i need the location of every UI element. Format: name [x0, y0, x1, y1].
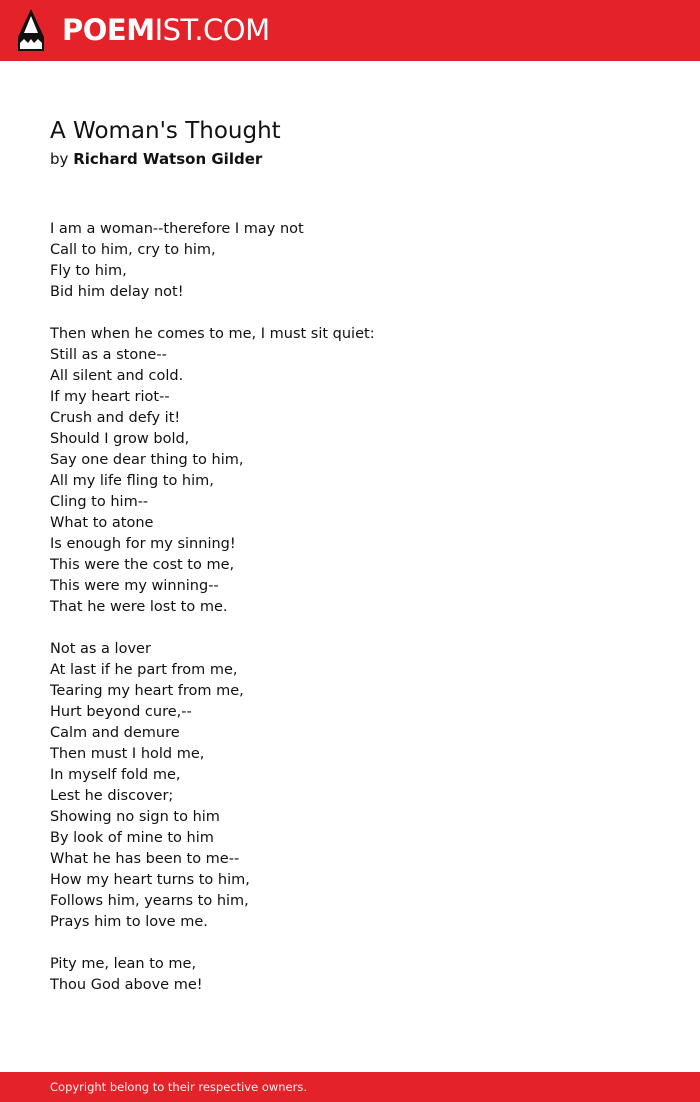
- poem-line: In myself fold me,: [50, 767, 181, 783]
- poem-line: That he were lost to me.: [50, 599, 228, 615]
- poem-line: Then when he comes to me, I must sit quiet:: [50, 326, 375, 342]
- poem-line: Not as a lover: [50, 641, 151, 657]
- poem-title: A Woman's Thought: [50, 118, 281, 144]
- copyright-text: Copyright belong to their respective owners.: [50, 1080, 308, 1094]
- poem-line: At last if he part from me,: [50, 662, 238, 678]
- logo-light-text: IST.COM: [154, 13, 270, 47]
- poem-line: Is enough for my sinning!: [50, 536, 236, 552]
- poem-stanza: [50, 324, 650, 618]
- poem-line: Call to him, cry to him,: [50, 242, 216, 258]
- poem-author: Richard Watson Gilder: [73, 150, 263, 168]
- poem-line: Hurt beyond cure,--: [50, 704, 192, 720]
- pencil-logo-icon[interactable]: [18, 9, 44, 51]
- poem-line: This were my winning--: [50, 578, 219, 594]
- poem-line: Showing no sign to him: [50, 809, 220, 825]
- poem-line: Say one dear thing to him,: [50, 452, 244, 468]
- poem-line: Follows him, yearns to him,: [50, 893, 249, 909]
- poem-line: This were the cost to me,: [50, 557, 235, 573]
- poem-line: Lest he discover;: [50, 788, 174, 804]
- poem-line: What to atone: [50, 515, 154, 531]
- site-logo[interactable]: [62, 12, 270, 48]
- site-header: [0, 0, 700, 61]
- poem-line: If my heart riot--: [50, 389, 170, 405]
- poem-line: Still as a stone--: [50, 347, 167, 363]
- poem-line: Prays him to love me.: [50, 914, 208, 930]
- poem-line: How my heart turns to him,: [50, 872, 250, 888]
- poem-line: Cling to him--: [50, 494, 149, 510]
- poem-stanza: [50, 639, 650, 933]
- poem-line: Fly to him,: [50, 263, 127, 279]
- poem-line: Crush and defy it!: [50, 410, 181, 426]
- poem-line: Then must I hold me,: [50, 746, 205, 762]
- poem-line: Pity me, lean to me,: [50, 956, 197, 972]
- poem-line: By look of mine to him: [50, 830, 214, 846]
- poem-line: All silent and cold.: [50, 368, 184, 384]
- poem-stanza: [50, 219, 650, 303]
- poem-line: All my life fling to him,: [50, 473, 214, 489]
- poem-body: [50, 219, 650, 1017]
- poem-stanza: [50, 954, 650, 996]
- poem-line: What he has been to me--: [50, 851, 240, 867]
- poem-byline: [50, 149, 262, 169]
- site-footer: [0, 1072, 700, 1102]
- logo-bold-text: POEM: [62, 13, 155, 47]
- poem-line: Tearing my heart from me,: [50, 683, 244, 699]
- poem-line: Bid him delay not!: [50, 284, 184, 300]
- poem-line: Thou God above me!: [50, 977, 203, 993]
- poem-line: Should I grow bold,: [50, 431, 190, 447]
- poem-line: I am a woman--therefore I may not: [50, 221, 304, 237]
- poem-line: Calm and demure: [50, 725, 180, 741]
- by-label: by: [50, 150, 69, 168]
